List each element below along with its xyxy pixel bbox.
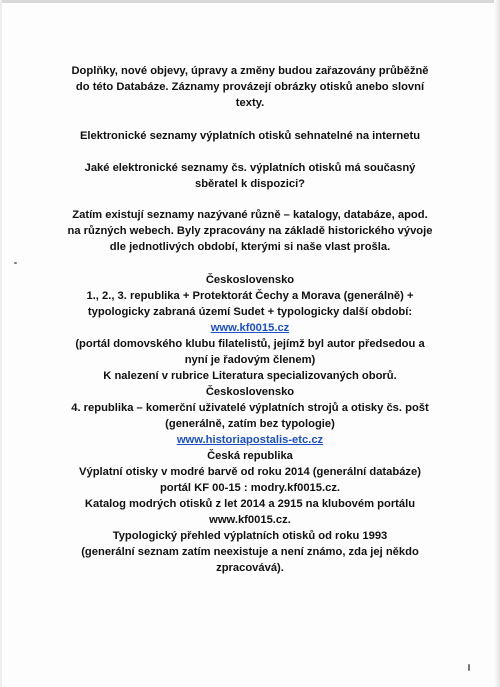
section-czechoslovakia-1 (20, 272, 480, 384)
section-line: typologicky zabraná území Sudet + typologicky další období: (87, 306, 413, 318)
intro-paragraph (20, 63, 480, 111)
question-paragraph (20, 160, 480, 192)
overview-line: na různých webech. Byly zpracovány na základě historického vývoje (67, 225, 433, 237)
section-line: (generální seznam zatím neexistuje a není známo, zda jej někdo (81, 546, 419, 558)
scan-edge-left (0, 0, 2, 687)
section-line: nyní je řadovým členem) (184, 354, 316, 366)
section-line: portál KF 00-15 : modry.kf0015.cz. (159, 482, 341, 494)
section-line: K nalezení v rubrice Literatura specializovaných oborů. (103, 370, 397, 382)
intro-line: do této Databáze. Záznamy provázejí obrázky otisků anebo slovní (75, 81, 425, 93)
scan-speck (468, 664, 470, 671)
overview-line: Zatím existují seznamy nazývané různě – katalogy, databáze, apod. (72, 209, 428, 221)
country-title: Česká republika (207, 450, 293, 462)
link-kf0015[interactable]: www.kf0015.cz (210, 322, 290, 334)
section-line: zpracovává). (216, 562, 284, 574)
section-line: (portál domovského klubu filatelistů, jejímž byl autor předsedou a (75, 338, 425, 350)
scan-edge-right (494, 0, 500, 687)
heading-text: Elektronické seznamy výplatních otisků sehnatelné na internetu (79, 130, 421, 142)
section-line: Výplatní otisky v modré barvě od roku 2014 (generální databáze) (79, 466, 421, 478)
scan-edge-top (0, 0, 500, 3)
scan-speck (14, 262, 17, 264)
section-czechoslovakia-2 (20, 384, 480, 448)
country-title: Československo (205, 386, 295, 398)
section-line: Katalog modrých otisků z let 2014 a 2915 na klubovém portálu (84, 498, 416, 510)
overview-paragraph (20, 207, 480, 255)
section-heading (20, 128, 480, 144)
section-czech-republic (20, 448, 480, 576)
section-line: (generálně, zatím bez typologie) (165, 418, 335, 430)
section-line: www.kf0015.cz. (209, 514, 291, 526)
question-line: Jaké elektronické seznamy čs. výplatních otisků má současný (84, 162, 416, 174)
link-historiapostalis[interactable]: www.historiapostalis-etc.cz (176, 434, 324, 446)
section-line: Typologický přehled výplatních otisků od roku 1993 (112, 530, 388, 542)
section-line: 1., 2., 3. republika + Protektorát Čechy a Morava (generálně) + (86, 290, 414, 302)
section-line: 4. republika – komerční uživatelé výplatních strojů a otisky čs. pošt (71, 402, 429, 414)
overview-line: dle jednotlivých období, kterými si naše vlast prošla. (109, 241, 391, 253)
country-title: Československo (205, 274, 295, 286)
intro-line: texty. (235, 97, 265, 109)
intro-line: Doplňky, nové objevy, úpravy a změny budou zařazovány průběžně (71, 65, 429, 77)
question-line: sběratel k dispozici? (194, 178, 306, 190)
